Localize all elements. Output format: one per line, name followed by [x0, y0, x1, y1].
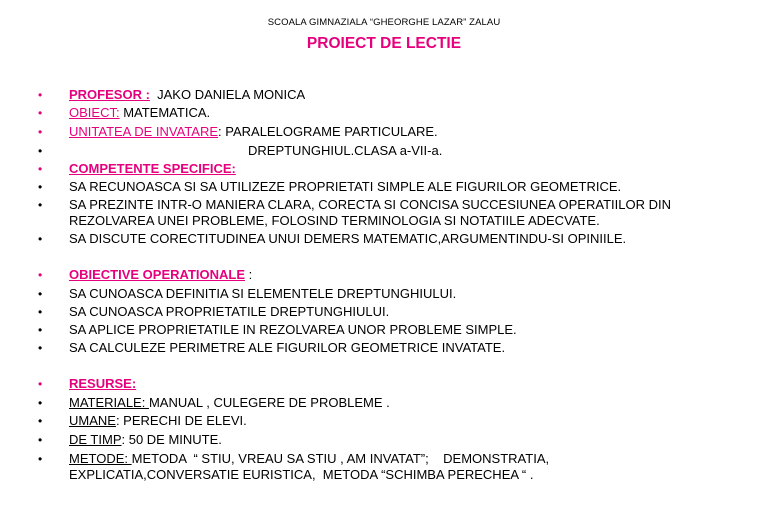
bullet: •	[38, 268, 43, 282]
bullet: •	[38, 106, 43, 120]
page-title: PROIECT DE LECTIE	[306, 35, 462, 52]
materiale-label: MATERIALE:	[69, 395, 149, 410]
resurse-label: RESURSE:	[69, 376, 137, 391]
bullet: •	[38, 180, 43, 194]
bullet: •	[38, 162, 43, 176]
obiectiv-text: SA CUNOASCA PROPRIETATILE DREPTUNGHIULUI.	[69, 304, 390, 319]
profesor-label: PROFESOR :	[69, 87, 150, 102]
bullet: •	[38, 88, 43, 102]
metode-value: METODA “ STIU, VREAU SA STIU , AM INVATAT”; DEMONSTRATIA,	[131, 451, 550, 466]
bullet: •	[38, 341, 43, 355]
metode-label: METODE:	[69, 451, 132, 466]
bullet: •	[38, 377, 43, 391]
bullet: •	[38, 144, 43, 158]
bullet: •	[38, 287, 43, 301]
obiect-label: OBIECT:	[69, 105, 120, 120]
competenta-text-cont: REZOLVAREA UNEI PROBLEME, FOLOSIND TERMINOLOGIA SI NOTATIILE ADECVATE.	[69, 213, 600, 228]
bullet: •	[38, 452, 43, 466]
obiectiv-text: SA CUNOASCA DEFINITIA SI ELEMENTELE DREPTUNGHIULUI.	[69, 286, 457, 301]
umane-value: : PERECHI DE ELEVI.	[115, 413, 247, 428]
timp-label: DE TIMP	[69, 432, 122, 447]
school-name: SCOALA GIMNAZIALA “GHEORGHE LAZAR” ZALAU	[267, 17, 501, 28]
bullet: •	[38, 232, 43, 246]
metode-continuation: EXPLICATIA,CONVERSATIE EURISTICA, METODA “SCHIMBA PERECHEA “ .	[69, 467, 534, 482]
competente-label: COMPETENTE SPECIFICE:	[69, 161, 236, 176]
obiective-label: OBIECTIVE OPERATIONALE	[69, 267, 245, 282]
obiectiv-text: SA APLICE PROPRIETATILE IN REZOLVAREA UNOR PROBLEME SIMPLE.	[69, 322, 517, 337]
umane-label: UMANE	[69, 413, 116, 428]
competenta-text: SA DISCUTE CORECTITUDINEA UNUI DEMERS MATEMATIC,ARGUMENTINDU-SI OPINIILE.	[69, 231, 627, 246]
obiectiv-text: SA CALCULEZE PERIMETRE ALE FIGURILOR GEOMETRICE INVATATE.	[69, 340, 506, 355]
obiect-value: MATEMATICA.	[123, 105, 211, 120]
unitatea-value: : PARALELOGRAME PARTICULARE.	[218, 124, 438, 139]
bullet: •	[38, 198, 43, 212]
competenta-text: SA RECUNOASCA SI SA UTILIZEZE PROPRIETATI SIMPLE ALE FIGURILOR GEOMETRICE.	[69, 179, 622, 194]
bullet: •	[38, 323, 43, 337]
unitatea-label: UNITATEA DE INVATARE	[69, 124, 219, 139]
profesor-value: JAKO DANIELA MONICA	[157, 87, 306, 102]
bullet: •	[38, 125, 43, 139]
unitatea-continuation: DREPTUNGHIUL.CLASA a-VII-a.	[248, 143, 443, 158]
competenta-text: SA PREZINTE INTR-O MANIERA CLARA, CORECTA SI CONCISA SUCCESIUNEA OPERATIILOR DIN	[69, 197, 671, 212]
bullet: •	[38, 414, 43, 428]
bullet: •	[38, 305, 43, 319]
bullet: •	[38, 396, 43, 410]
timp-value: : 50 DE MINUTE.	[121, 432, 222, 447]
bullet: •	[38, 433, 43, 447]
obiective-label-suffix: :	[245, 267, 253, 282]
materiale-value: MANUAL , CULEGERE DE PROBLEME .	[148, 395, 390, 410]
